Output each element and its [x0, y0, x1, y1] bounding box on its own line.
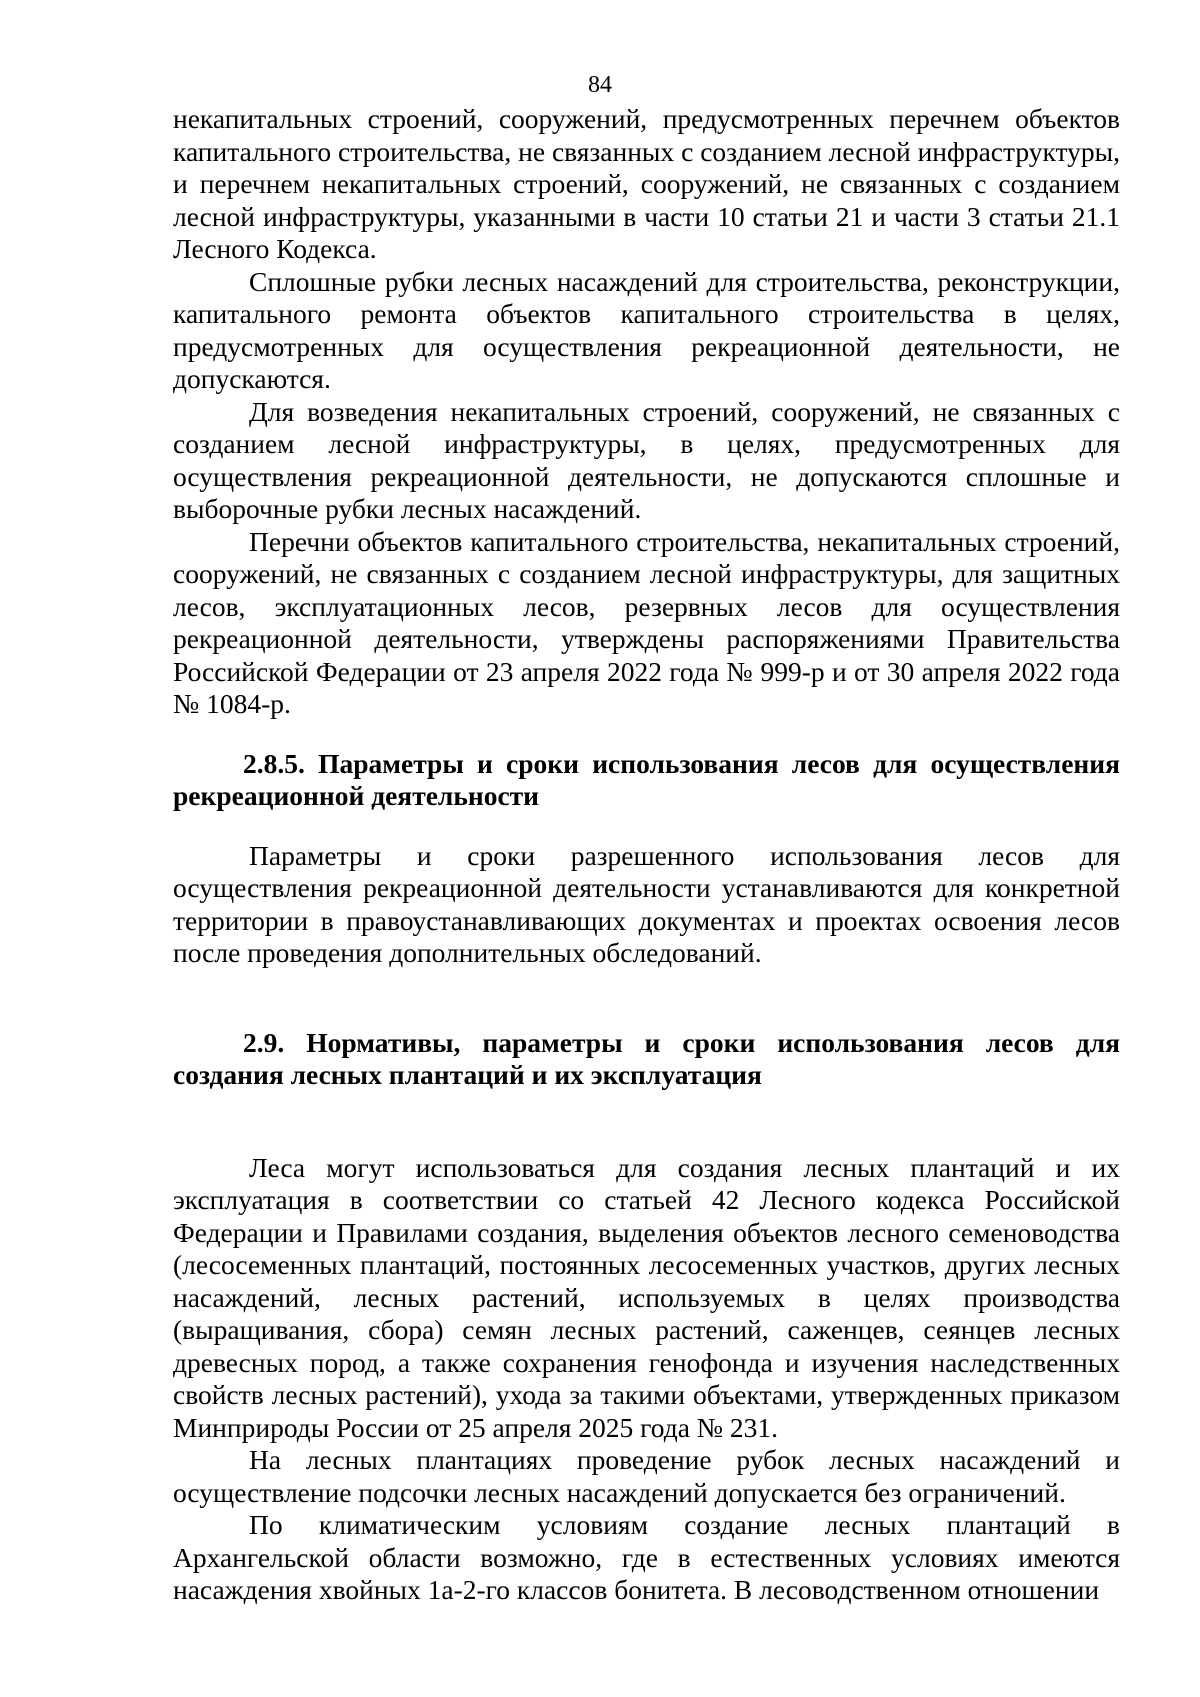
paragraph-continuation: некапитальных строений, сооружений, предусмотренных перечнем объектов капитального строительства, не связанных с созданием лесной инфраструктуры, и перечнем некапитальных строений, сооружений, не связанных с созданием лесной инфраструктуры, указанными в части 10 статьи 21 и части 3 статьи 21.1 Лесного Кодекса. — [173, 103, 1120, 264]
section-heading-2-8-5: 2.8.5. Параметры и сроки использования лесов для осуществления рекреационной деятельности — [173, 747, 1120, 811]
document-body — [173, 103, 1120, 1607]
section-heading-2-9: 2.9. Нормативы, параметры и сроки использования лесов для создания лесных плантаций и их эксплуатация — [173, 1026, 1120, 1090]
paragraph-clear-cutting-construction: Сплошные рубки лесных насаждений для строительства, реконструкции, капитального ремонта объектов капитального строительства в целях, предусмотренных для осуществления рекреационной деятельности, не допускаются. — [173, 265, 1120, 394]
page-number: 84 — [588, 72, 612, 98]
paragraph-forest-plantations-use: Леса могут использоваться для создания лесных плантаций и их эксплуатация в соответствии со статьей 42 Лесного кодекса Российской Федерации и Правилами создания, выделения объектов лесного семеноводства (лесосеменных плантаций, постоянных лесосеменных участков, других лесных насаждений, лесных растений, используемых в целях производства (выращивания, сбора) семян лесных растений, саженцев, сеянцев лесных древесных пород, а также сохранения генофонда и изучения наследственных свойств лесных растений), ухода за такими объектами, утвержденных приказом Минприроды России от 25 апреля 2025 года № 231. — [173, 1151, 1120, 1443]
paragraph-plantation-cutting: На лесных плантациях проведение рубок лесных насаждений и осуществление подсочки лесных насаждений допускается без ограничений. — [173, 1444, 1120, 1508]
paragraph-climate-conditions: По климатическим условиям создание лесных плантаций в Архангельской области возможно, где в естественных условиях имеются насаждения хвойных 1а-2-го классов бонитета. В лесоводственном отношении — [173, 1509, 1120, 1605]
paragraph-non-capital-structures: Для возведения некапитальных строений, сооружений, не связанных с созданием лесной инфраструктуры, в целях, предусмотренных для осуществления рекреационной деятельности, не допускаются сплошные и выборочные рубки лесных насаждений. — [173, 395, 1120, 524]
paragraph-recreation-parameters: Параметры и сроки разрешенного использования лесов для осуществления рекреационной деятельности устанавливаются для конкретной территории в правоустанавливающих документах и проектах освоения лесов после проведения дополнительных обследований. — [173, 839, 1120, 968]
paragraph-object-lists: Перечни объектов капитального строительства, некапитальных строений, сооружений, не связанных с созданием лесной инфраструктуры, для защитных лесов, эксплуатационных лесов, резервных лесов для осуществления рекреационной деятельности, утверждены распоряжениями Правительства Российской Федерации от 23 апреля 2022 года № 999-р и от 30 апреля 2022 года № 1084-р. — [173, 525, 1120, 719]
